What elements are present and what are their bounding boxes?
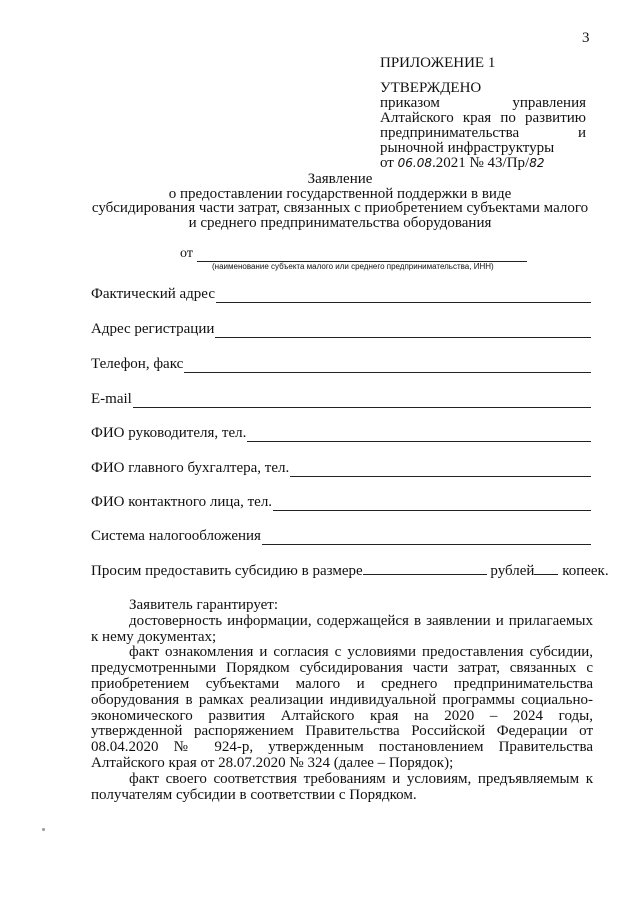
kopecks-blank[interactable] [534,562,558,575]
field-label: Телефон, факс [91,356,184,372]
field-email [91,391,591,408]
from-row [180,246,540,262]
approval-date-line [380,156,586,171]
guarantee-paragraph-2: факт ознакомления и согласия с условиями предоставления субсидии, предусмотренными Порядком субсидирования части затрат, связанных с приобретением субъектами малого и среднего предпринимательства оборудования в рамках реализации индивидуальной программы социально-экономического развития Алтайского края на 2020 – 2024 годы, утвержденной распоряжением Правительства Российской Федерации от 08.04.2020 № 924-р, утвержденным постановлением Правительства Алтайского края от 28.07.2020 № 324 (далее – Порядок); [91,644,593,771]
page-number: 3 [582,30,590,46]
field-tax-system [91,528,591,545]
field-label: Адрес регистрации [91,321,215,337]
rubles-blank[interactable] [363,562,487,575]
field-actual-address [91,286,591,303]
applicant-name-hint: (наименование субъекта малого или среднего предпринимательства, ИНН) [212,262,494,271]
fill-line[interactable] [262,530,591,545]
fill-line[interactable] [273,496,591,511]
field-label: Система налогообложения [91,528,261,544]
scan-speck [42,828,45,831]
subsidy-request-line [91,562,609,580]
heading-line-4: и среднего предпринимательства оборудования [188,214,492,231]
field-chief-accountant [91,460,591,477]
subsidy-text: Просим предоставить субсидию в размере [91,563,363,579]
field-label: E-mail [91,391,132,407]
kopecks-label: копеек. [558,563,609,579]
applicant-name-line[interactable] [197,249,527,262]
heading-line-3: субсидирования части затрат, связанных с приобретением субъектами малого [91,200,589,216]
heading-title: Заявление [307,171,373,187]
heading-line-2: о предоставлении государственной поддержки в виде [168,185,512,202]
handwritten-number: 82 [529,156,545,170]
appendix-title: ПРИЛОЖЕНИЕ 1 [380,55,496,71]
guarantee-paragraph-1: достоверность информации, содержащейся в заявлении и прилагаемых к нему документах; [91,612,593,645]
guarantee-intro: Заявитель гарантирует: [129,597,279,613]
date-prefix: от [380,155,398,171]
field-label: ФИО руководителя, тел. [91,425,247,441]
fill-line[interactable] [247,427,591,442]
approval-order-text: приказом управления Алтайского края по развитию предпринимательства и рыночной инфраструктуры [380,95,586,156]
date-suffix: .2021 № 43/Пр/ [431,155,530,171]
fill-line[interactable] [216,288,591,303]
field-label: ФИО главного бухгалтера, тел. [91,460,290,476]
field-registration-address [91,321,591,338]
fill-line[interactable] [215,323,591,338]
field-contact-person [91,494,591,511]
field-phone-fax [91,356,591,373]
handwritten-date: 06.08 [397,156,432,170]
from-label: от [180,246,193,261]
field-label: Фактический адрес [91,286,215,302]
field-director [91,425,591,442]
field-label: ФИО контактного лица, тел. [91,494,273,510]
guarantee-paragraph-3: факт своего соответствия требованиям и условиям, предъявляемым к получателям субсидии в соответствии с Порядком. [91,770,593,803]
guarantee-section [91,598,593,803]
fill-line[interactable] [290,462,591,477]
fill-line[interactable] [184,358,591,373]
approved-label: УТВЕРЖДЕНО [380,80,482,96]
rubles-label: рублей [486,563,535,579]
approval-block [380,56,586,171]
fill-line[interactable] [133,393,591,408]
document-heading [90,172,590,230]
